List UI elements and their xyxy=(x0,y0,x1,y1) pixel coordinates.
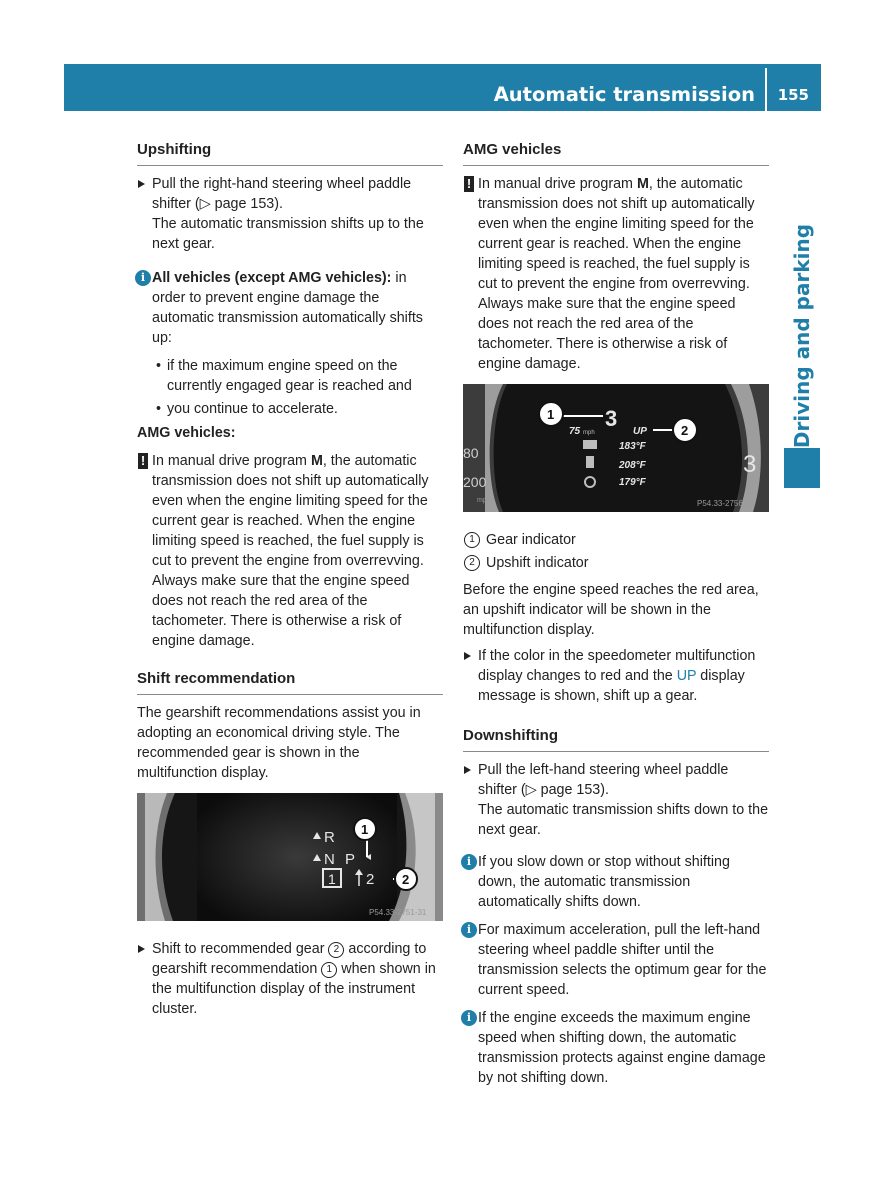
gearshift-display-image xyxy=(137,793,443,921)
list-item: • you continue to accelerate. xyxy=(137,399,443,419)
info-note xyxy=(463,852,769,912)
recommended-gear: 2 xyxy=(366,871,375,888)
chapter-side-label-text: Driving and parking xyxy=(790,223,814,449)
warning-text-start: In manual drive program xyxy=(152,453,311,469)
speed-unit-label: mph xyxy=(477,497,491,504)
shift-step-text-c: when shown in the multifunction display of the instrument cluster. xyxy=(152,961,436,1017)
legend-text: Upshift indicator xyxy=(486,555,589,571)
coolant-temp-value: 208°F xyxy=(619,460,646,471)
upshifting-heading: Upshifting xyxy=(137,140,443,166)
upshift-step-result: The automatic transmission shifts up to the next gear. xyxy=(152,216,424,252)
speed-value: 75 xyxy=(569,426,581,437)
downshift-step-text: Pull the left-hand steering wheel paddle shifter (▷ page 153). xyxy=(478,762,729,798)
current-gear: 1 xyxy=(328,871,336,887)
speed-tick-80: 80 xyxy=(463,445,479,461)
speed-unit: mph xyxy=(583,430,595,436)
warning-text-start: In manual drive program xyxy=(478,176,637,192)
legend-item xyxy=(463,553,769,573)
downshift-step xyxy=(463,760,769,840)
shift-step-text-b: according to gearshift recommendation xyxy=(152,941,427,977)
speed-tick-200: 200 xyxy=(463,474,487,490)
info-note xyxy=(463,920,769,1000)
warning-text-end: , the automatic transmission does not shift up automatically even when the engine limiting speed for the current gear is reached. When the engine limiting speed is reached, the fuel supply is cut to prevent the engine from overrevving. Always make sure that the engine speed does not reach the red area of the tachometer. There is otherwise a risk of engine damage. xyxy=(478,176,755,372)
info-note-all-vehicles xyxy=(137,268,443,348)
right-column xyxy=(463,140,769,1096)
info-note xyxy=(463,1008,769,1088)
shift-step xyxy=(137,939,443,1019)
amg-vehicles-heading: AMG vehicles xyxy=(463,140,769,166)
callout-ref-1: 1 xyxy=(321,962,337,978)
step-arrow-icon xyxy=(464,766,471,774)
warning-note xyxy=(137,451,443,651)
warning-text-end: , the automatic transmission does not shift up automatically even when the engine limiting speed for the current gear is reached. When the engine limiting speed is reached, the fuel supply is cut to prevent the engine from overrevving. Always make sure that the engine speed does not reach the red area of the tachometer. There is otherwise a risk of engine damage. xyxy=(152,453,429,649)
color-change-step xyxy=(463,646,769,706)
info-icon: i xyxy=(461,1010,477,1026)
figure-code: P54.33-2756-31 xyxy=(697,499,755,508)
callout-2-label: 2 xyxy=(681,423,689,438)
page-number: 155 xyxy=(777,86,809,104)
info-icon: i xyxy=(461,854,477,870)
info-note-text: in order to prevent engine damage the automatic transmission automatically shifts up: xyxy=(152,270,423,346)
gear-r: R xyxy=(324,829,335,846)
multifunction-display-image xyxy=(463,384,769,512)
upshift-step xyxy=(137,174,443,254)
shift-recommendation-figure xyxy=(137,793,443,927)
color-step-text-a: If the color in the speedometer multifunction display changes to red and the xyxy=(478,648,756,684)
callout-1-label: 1 xyxy=(361,822,369,837)
legend-number: 2 xyxy=(464,555,480,571)
shift-recommendation-heading: Shift recommendation xyxy=(137,669,443,695)
downshifting-heading: Downshifting xyxy=(463,726,769,752)
warning-icon: ! xyxy=(464,176,474,192)
amg-subheading: AMG vehicles: xyxy=(137,425,236,441)
color-step-text-b: display message is shown, shift up a gear. xyxy=(478,668,745,704)
chapter-tab-marker xyxy=(784,448,820,488)
info-icon: i xyxy=(461,922,477,938)
upshift-step-text: Pull the right-hand steering wheel paddle shifter (▷ page 153). xyxy=(152,176,412,212)
info-note-text: If you slow down or stop without shifting down, the automatic transmission automatically shifts down. xyxy=(478,854,730,910)
warning-icon: ! xyxy=(138,453,148,469)
legend-item xyxy=(463,530,769,550)
header-divider xyxy=(765,68,767,111)
page-header xyxy=(64,64,821,111)
coolant-temp-icon xyxy=(586,456,594,468)
info-note-text: If the engine exceeds the maximum engine speed when shifting down, the automatic transmission protects against engine damage by not shifting down. xyxy=(478,1010,766,1086)
step-arrow-icon xyxy=(138,945,145,953)
oil-temp-icon xyxy=(583,440,597,449)
figure-code: P54.33-2751-31 xyxy=(369,908,427,917)
downshift-step-result: The automatic transmission shifts down to the next gear. xyxy=(478,802,769,838)
legend-number: 1 xyxy=(464,532,480,548)
upshift-explanation: Before the engine speed reaches the red area, an upshift indicator will be shown in the multifunction display. xyxy=(463,582,759,638)
warning-program: M xyxy=(310,453,323,469)
left-column xyxy=(137,140,443,1025)
step-arrow-icon xyxy=(138,180,145,188)
shift-step-text-a: Shift to recommended gear xyxy=(152,941,329,957)
transmission-temp-value: 179°F xyxy=(619,477,646,488)
callout-ref-2: 2 xyxy=(328,942,344,958)
info-note-text: For maximum acceleration, pull the left-hand steering wheel paddle shifter until the transmission selects the optimum gear for the current speed. xyxy=(478,922,767,998)
warning-program: M xyxy=(636,176,649,192)
oil-temp-value: 183°F xyxy=(619,441,646,452)
info-note-bold: All vehicles (except AMG vehicles): xyxy=(152,270,392,286)
warning-note xyxy=(463,174,769,374)
shift-recommendation-text: The gearshift recommendations assist you in adopting an economical driving style. The recommended gear is shown in the multifunction display. xyxy=(137,705,421,781)
up-message: UP xyxy=(676,668,697,684)
callout-1-label: 1 xyxy=(547,407,555,422)
chapter-side-label xyxy=(784,223,820,449)
section-title: Automatic transmission xyxy=(493,83,755,106)
legend-text: Gear indicator xyxy=(486,532,576,548)
step-arrow-icon xyxy=(464,652,471,660)
gear-p: P xyxy=(345,851,356,868)
gear-indicator: 3 xyxy=(605,406,618,431)
gear-n: N xyxy=(324,851,335,868)
info-icon: i xyxy=(135,270,151,286)
upshift-indicator: UP xyxy=(633,426,647,437)
list-item: • if the maximum engine speed on the currently engaged gear is reached and xyxy=(137,356,443,396)
upshift-indicator-figure xyxy=(463,384,769,518)
tach-gear-display: 3 xyxy=(743,451,757,478)
callout-2-label: 2 xyxy=(402,872,410,887)
